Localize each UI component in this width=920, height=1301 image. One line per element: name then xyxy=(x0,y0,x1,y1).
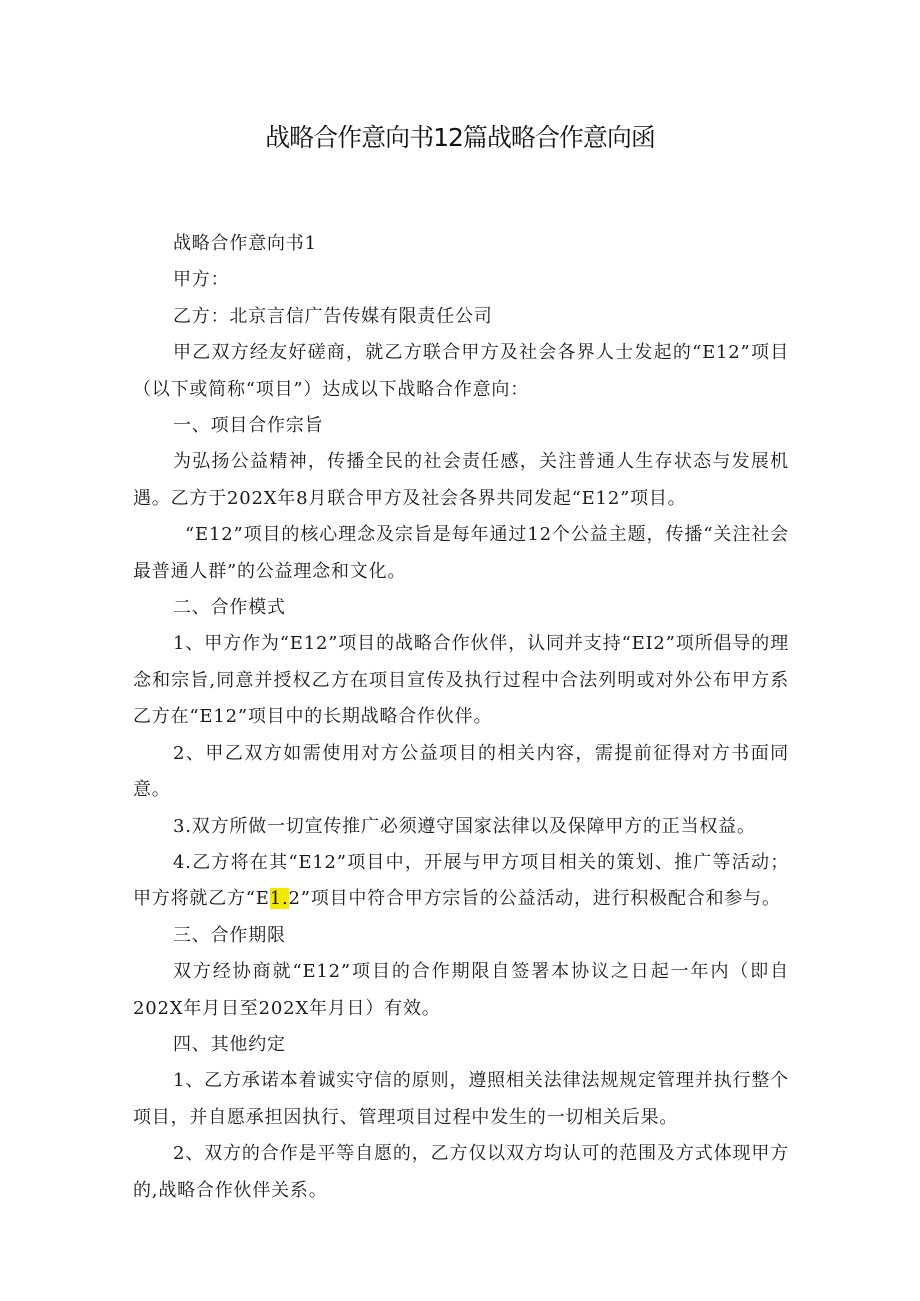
body-paragraph: 1、乙方承诺本着诚实守信的原则，遵照相关法律法规规定管理并执行整个项目，并自愿承担因执行、管理项目过程中发生的一切相关后果。 xyxy=(133,1070,789,1128)
intro-paragraph: 甲乙双方经友好磋商，就乙方联合甲方及社会各界人士发起的“E12”项目（以下或简称“项目”）达成以下战略合作意向： xyxy=(133,342,789,400)
party-b-line: 乙方：北京言信广告传媒有限责任公司 xyxy=(173,305,493,327)
body-paragraph: 2、甲乙双方如需使用对方公益项目的相关内容，需提前征得对方书面同意。 xyxy=(133,742,789,801)
party-a-line: 甲方： xyxy=(173,269,230,291)
text-run: 4.乙方将在其“E12”项目中，开展与甲方项目相关的策划、推广等活动；甲方将就乙方“E xyxy=(133,851,789,910)
body-paragraph: 2、双方的合作是平等自愿的，乙方仅以双方均认可的范围及方式体现甲方的,战略合作伙伴关系。 xyxy=(133,1143,789,1201)
section-heading: 战略合作意向书1 xyxy=(173,233,317,254)
section-heading: 四、其他约定 xyxy=(173,1033,286,1055)
body-paragraph: 双方经协商就“E12”项目的合作期限自签署本协议之日起一年内（即自202X年月日至202X年月日）有效。 xyxy=(133,961,789,1019)
body-paragraph: 1、甲方作为“E12”项目的战略合作伙伴，认同并支持“EI2”项所倡导的理念和宗旨,同意并授权乙方在项目宣传及执行过程中合法列明或对外公布甲方系乙方在“E12”项目中的长期战略合作伙伴。 xyxy=(133,633,789,728)
document-body xyxy=(133,226,789,1209)
body-paragraph xyxy=(133,845,789,918)
section-heading: 二、合作模式 xyxy=(173,597,286,619)
section-heading: 一、项目合作宗旨 xyxy=(173,415,324,437)
body-paragraph: “E12”项目的核心理念及宗旨是每年通过12个公益主题，传播“关注社会最普通人群”的公益理念和文化。 xyxy=(133,524,789,582)
document-title: 战略合作意向书12篇战略合作意向函 xyxy=(265,123,655,152)
text-run: 2”项目中符合甲方宗旨的公益活动，进行积极配合和参与。 xyxy=(288,888,781,910)
body-paragraph: 3.双方所做一切宣传推广必须遵守国家法律以及保障甲方的正当权益。 xyxy=(173,815,756,837)
highlighted-text: 1. xyxy=(269,888,289,910)
section-heading: 三、合作期限 xyxy=(173,924,286,946)
body-paragraph: 为弘扬公益精神，传播全民的社会责任感，关注普通人生存状态与发展机遇。乙方于202X年8月联合甲方及社会各界共同发起“E12”项目。 xyxy=(133,451,789,509)
